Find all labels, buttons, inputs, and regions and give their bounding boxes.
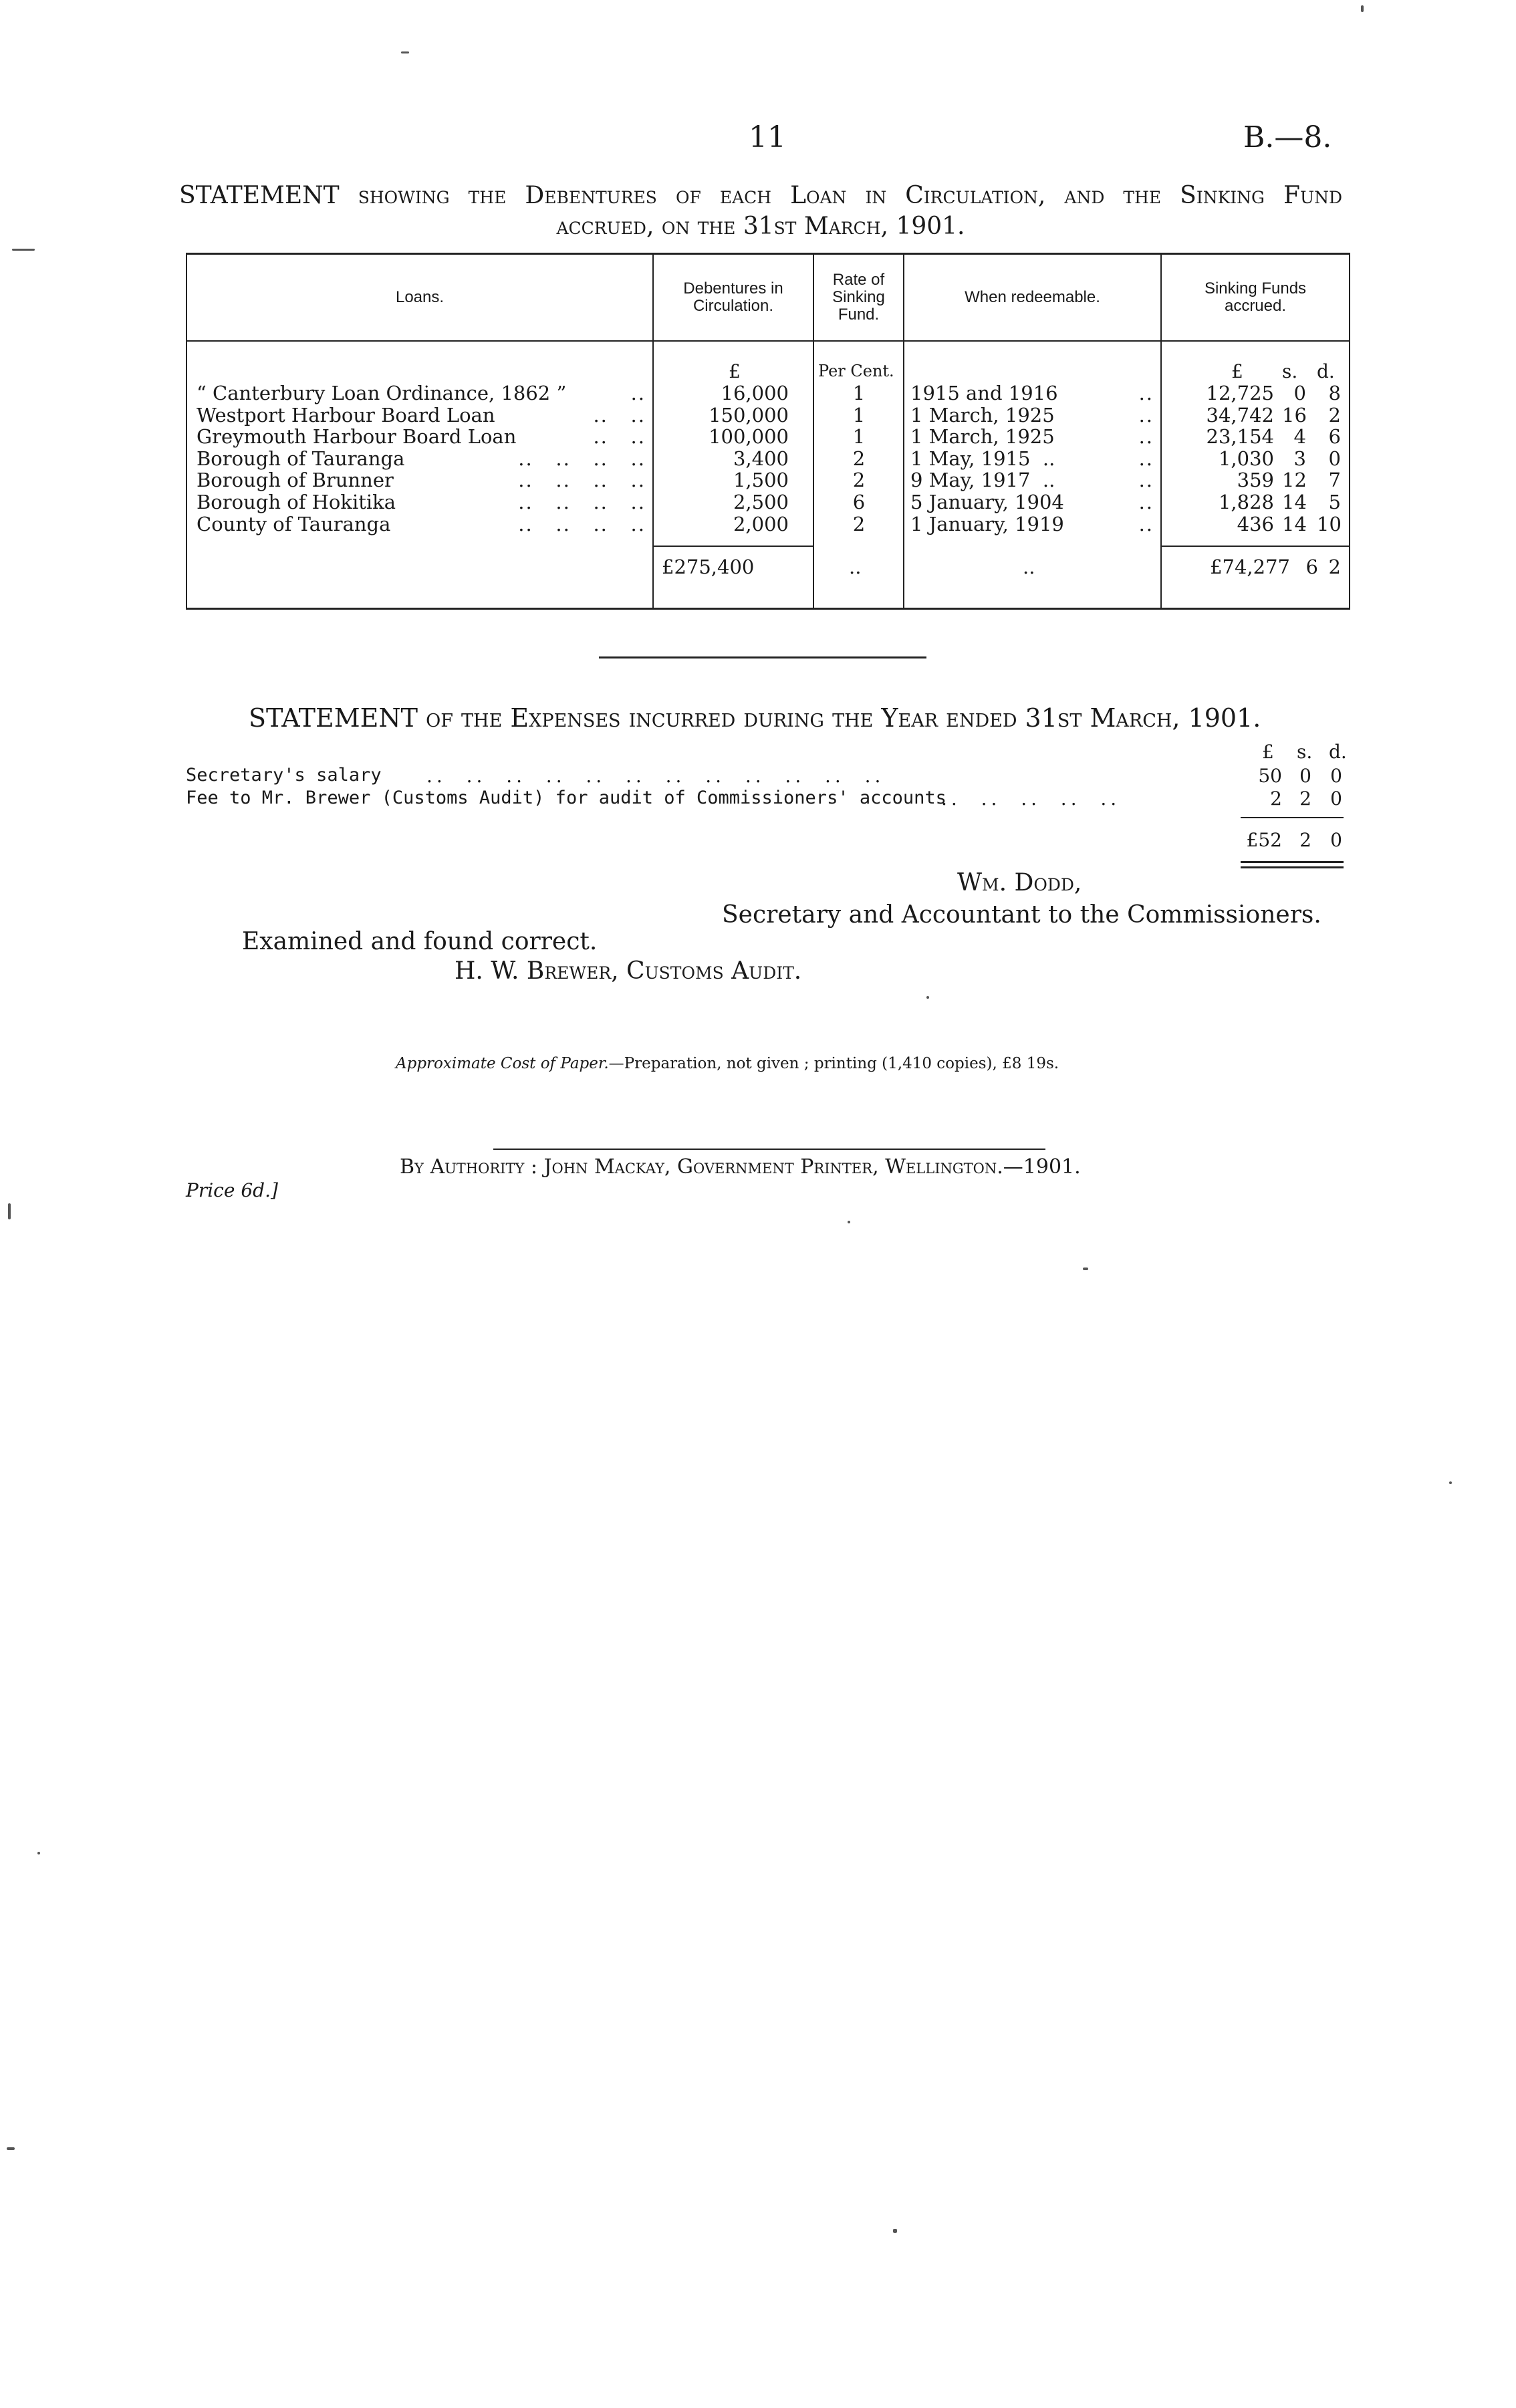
total-shillings: 6 [1305, 556, 1318, 578]
sinking-shillings: 14 [1282, 512, 1307, 535]
sinking-shillings: 16 [1282, 403, 1307, 427]
loan-row [187, 447, 1349, 469]
footer-rule [493, 1149, 1045, 1150]
sinking-rate: 2 [852, 469, 866, 492]
expense-pounds: 2 [1270, 788, 1282, 810]
total-pounds: £74,277 [1210, 556, 1290, 578]
scan-speck [893, 2229, 897, 2233]
expense-pence: 0 [1330, 788, 1342, 810]
scan-speck [7, 2147, 15, 2150]
debentures-amount: 2,500 [733, 491, 789, 513]
sinking-pence: 10 [1317, 512, 1342, 535]
sinking-pence: 7 [1328, 469, 1341, 492]
redemption-leader-dots: .. [1138, 512, 1154, 535]
totals-row [187, 556, 1349, 577]
expense-pence: 0 [1330, 765, 1342, 787]
loan-name: County of Tauranga [197, 512, 391, 535]
sinking-shillings: 4 [1293, 425, 1306, 449]
price: Price 6d.] [186, 1179, 278, 1201]
redemption-date: 1915 and 1916 [910, 382, 1058, 404]
column-header-redeemable: When redeemable. [965, 288, 1100, 306]
loan-name: Borough of Brunner [197, 469, 394, 492]
cost-text: —Preparation, not given ; printing (1,410 copies), £8 19s. [608, 1055, 1059, 1072]
sinking-rate: 6 [852, 491, 866, 513]
scan-speck [1083, 1268, 1088, 1270]
printer-authority: By Authority : John Mackay, Government Printer, Wellington.—1901. [400, 1155, 1081, 1179]
scan-speck [12, 249, 35, 251]
expense-total-pence: 0 [1330, 829, 1342, 851]
examined-note: Examined and found correct. [242, 928, 598, 955]
loan-name: Greymouth Harbour Board Loan [197, 425, 517, 449]
expense-shillings: 0 [1299, 765, 1311, 787]
unit-shillings: s. [1282, 360, 1298, 382]
redemption-date: 1 March, 1925 [910, 425, 1055, 449]
debentures-amount: 3,400 [733, 447, 789, 470]
sinking-pence: 5 [1328, 491, 1341, 513]
scan-speck [926, 996, 929, 999]
loan-row [187, 513, 1349, 534]
expense-total-pounds: £52 [1246, 829, 1282, 851]
redemption-leader-dots: .. [1138, 469, 1154, 492]
debentures-amount: 100,000 [709, 425, 789, 449]
expense-pounds: 50 [1258, 765, 1282, 787]
sinking-rate: 1 [852, 382, 866, 404]
section-divider [599, 656, 926, 658]
expense-dots: .. .. .. .. .. .. .. .. .. .. .. .. [426, 765, 885, 787]
total-redeemable-dots: .. [1023, 556, 1035, 578]
expense-double-rule-top [1241, 861, 1344, 863]
debentures-table [186, 253, 1350, 610]
column-header-sinking-funds: Sinking Funds accrued. [1204, 279, 1307, 315]
sinking-shillings: 3 [1293, 447, 1306, 470]
cost-label: Approximate Cost of Paper. [396, 1055, 609, 1072]
sinking-rate: 2 [852, 447, 866, 470]
redemption-leader-dots: .. [1138, 382, 1154, 404]
auditor-name: H. W. Brewer, Customs Audit. [455, 957, 802, 985]
sinking-rate: 1 [852, 425, 866, 449]
loan-row [187, 382, 1349, 403]
loan-name: “ Canterbury Loan Ordinance, 1862 ” [197, 382, 567, 404]
column-header-loans: Loans. [395, 288, 445, 306]
loan-row [187, 404, 1349, 425]
column-header-rate: Rate of Sinking Fund. [832, 271, 885, 324]
scan-speck [1449, 1481, 1452, 1484]
sinking-shillings: 0 [1293, 382, 1306, 404]
unit-pounds-debentures: £ [729, 360, 741, 382]
expense-total-rule [1241, 817, 1344, 818]
total-separator [654, 546, 813, 547]
sinking-pounds: 12,725 [1206, 382, 1274, 404]
debentures-amount: 16,000 [721, 382, 789, 404]
statement1-title-line1: STATEMENT showing the Debentures of each Loan in Circulation, and the Sinking Fund [179, 182, 1342, 209]
unit-per-cent: Per Cent. [818, 362, 894, 380]
expense-unit-pounds: £ [1262, 741, 1274, 763]
expense-unit-shillings: s. [1297, 741, 1313, 763]
secretary-role: Secretary and Accountant to the Commissioners. [722, 901, 1321, 929]
loan-leader-dots: .. .. .. .. [518, 469, 646, 492]
loan-row [187, 491, 1349, 512]
expense-total-shillings: 2 [1299, 829, 1311, 851]
redemption-leader-dots: .. [1138, 425, 1154, 449]
statement2-title-text: STATEMENT of the Expenses incurred during the Year ended 31st March, 1901. [249, 703, 1261, 733]
loan-row [187, 425, 1349, 447]
total-separator [1162, 546, 1349, 547]
statement1-title-line2: accrued, on the 31st March, 1901. [556, 213, 965, 240]
redemption-leader-dots: .. [1138, 403, 1154, 427]
redemption-date: 1 January, 1919 [910, 512, 1064, 535]
loan-leader-dots: .. .. .. .. [518, 447, 646, 470]
expense-unit-pence: d. [1329, 741, 1347, 763]
unit-pounds: £ [1231, 360, 1243, 382]
debentures-amount: 1,500 [733, 469, 789, 492]
loan-leader-dots: .. .. .. .. [518, 491, 646, 513]
sinking-pence: 6 [1328, 425, 1341, 449]
redemption-leader-dots: .. [1138, 491, 1154, 513]
total-pence: 2 [1328, 556, 1341, 578]
unit-pence: d. [1317, 360, 1335, 382]
expense-label: Secretary's salary [186, 765, 382, 786]
loan-leader-dots: .. .. .. .. [518, 512, 646, 535]
expense-double-rule-bottom [1241, 866, 1344, 868]
redemption-leader-dots: .. [1138, 447, 1154, 470]
loan-leader-dots: .. [630, 382, 646, 404]
secretary-name: Wm. Dodd, [957, 869, 1082, 896]
expense-item [186, 765, 1349, 789]
page-number: 11 [749, 120, 786, 154]
sinking-pence: 8 [1328, 382, 1341, 404]
loan-name: Westport Harbour Board Loan [197, 403, 495, 427]
sinking-pounds: 359 [1237, 469, 1274, 492]
expense-dots: .. .. .. .. .. [941, 788, 1121, 810]
expense-label: Fee to Mr. Brewer (Customs Audit) for audit of Commissioners' accounts [186, 788, 946, 808]
expense-total [1235, 829, 1349, 853]
sinking-pounds: 34,742 [1206, 403, 1274, 427]
scan-speck [8, 1203, 11, 1219]
document-reference: B.—8. [1243, 120, 1332, 154]
sinking-pence: 2 [1328, 403, 1341, 427]
redemption-date: 1 March, 1925 [910, 403, 1055, 427]
loan-name: Borough of Tauranga [197, 447, 405, 470]
sinking-shillings: 12 [1282, 469, 1307, 492]
loan-leader-dots: .. .. [593, 425, 646, 449]
sinking-pounds: 1,828 [1218, 491, 1274, 513]
redemption-date: 9 May, 1917 .. [910, 469, 1055, 492]
debentures-amount: 2,000 [733, 512, 789, 535]
scan-speck [37, 1852, 40, 1854]
scan-speck [848, 1221, 850, 1223]
total-debentures: £275,400 [662, 556, 755, 578]
sinking-pounds: 436 [1237, 512, 1274, 535]
debentures-amount: 150,000 [709, 403, 789, 427]
approximate-cost [396, 1055, 1059, 1072]
column-header-debentures: Debentures in Circulation. [683, 279, 783, 315]
sinking-pounds: 23,154 [1206, 425, 1274, 449]
scan-speck [1361, 5, 1364, 12]
sinking-shillings: 14 [1282, 491, 1307, 513]
sinking-rate: 1 [852, 403, 866, 427]
loan-name: Borough of Hokitika [197, 491, 396, 513]
sinking-pence: 0 [1328, 447, 1341, 470]
total-rate-dots: .. [849, 556, 862, 578]
expense-shillings: 2 [1299, 788, 1311, 810]
scan-speck [401, 51, 409, 53]
sinking-pounds: 1,030 [1218, 447, 1274, 470]
header-separator [187, 340, 1349, 342]
sinking-rate: 2 [852, 512, 866, 535]
loan-row [187, 469, 1349, 490]
loan-leader-dots: .. .. [593, 403, 646, 427]
expense-item [186, 788, 1349, 812]
statement2-title [249, 703, 1261, 733]
redemption-date: 5 January, 1904 [910, 491, 1064, 513]
redemption-date: 1 May, 1915 .. [910, 447, 1055, 470]
